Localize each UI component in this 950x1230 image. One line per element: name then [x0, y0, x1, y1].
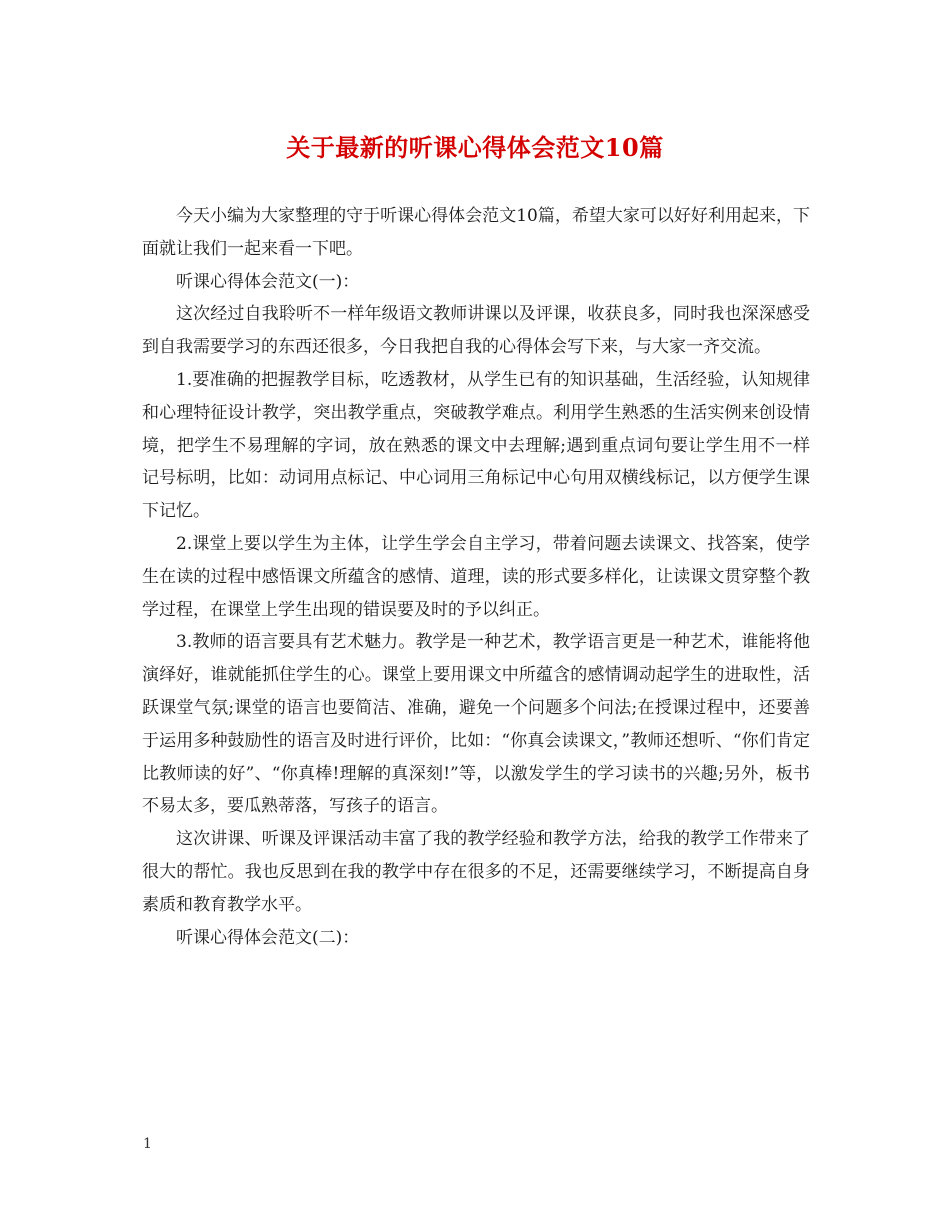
document-title: 关于最新的听课心得体会范文10篇: [286, 133, 664, 162]
point-3-paragraph: 3.教师的语言要具有艺术魅力。教学是一种艺术，教学语言更是一种艺术，谁能将他演绎好，谁就能抓住学生的心。课堂上要用课文中所蕴含的感情调动起学生的进取性，活跃课堂气氛;课堂的语言也要简洁、准确，避免一个问题多个问法;在授课过程中，还要善于运用多种鼓励性的语言及时进行评价，比如：“你真会读课文，”教师还想听、“你们肯定比教师读的好”、“你真棒!理解的真深刻!”等，以激发学生的学习读书的兴趣;另外，板书不易太多，要瓜熟蒂落，写孩子的语言。: [142, 632, 810, 817]
section-heading-2: 听课心得体会范文(二)：: [176, 927, 360, 948]
intro-paragraph: 今天小编为大家整理的守于听课心得体会范文10篇，希望大家可以好好利用起来，下面就让我们一起来看一下吧。: [142, 206, 810, 259]
page-number: 1: [143, 1136, 152, 1152]
body-paragraph: 这次经过自我聆听不一样年级语文教师讲课以及评课，收获良多，同时我也深深感受到自我需要学习的东西还很多，今日我把自我的心得体会写下来，与大家一齐交流。: [142, 304, 810, 358]
document-body: [142, 200, 810, 954]
point-2-paragraph: 2.课堂上要以学生为主体，让学生学会自主学习，带着问题去读课文、找答案，使学生在读的过程中感悟课文所蕴含的感情、道理，读的形式要多样化，让读课文贯穿整个教学过程，在课堂上学生出现的错误要及时的予以纠正。: [142, 533, 810, 620]
section-heading-1: 听课心得体会范文(一)：: [176, 271, 360, 292]
conclusion-paragraph: 这次讲课、听课及评课活动丰富了我的教学经验和教学方法，给我的教学工作带来了很大的帮忙。我也反思到在我的教学中存在很多的不足，还需要继续学习，不断提高自身素质和教育教学水平。: [142, 829, 810, 915]
point-1-paragraph: 1.要准确的把握教学目标，吃透教材，从学生已有的知识基础，生活经验，认知规律和心理特征设计教学，突出教学重点，突破教学难点。利用学生熟悉的生活实例来创设情境，把学生不易理解的字词，放在熟悉的课文中去理解;遇到重点词句要让学生用不一样记号标明，比如：动词用点标记、中心词用三角标记中心句用双横线标记，以方便学生课下记忆。: [142, 369, 810, 522]
